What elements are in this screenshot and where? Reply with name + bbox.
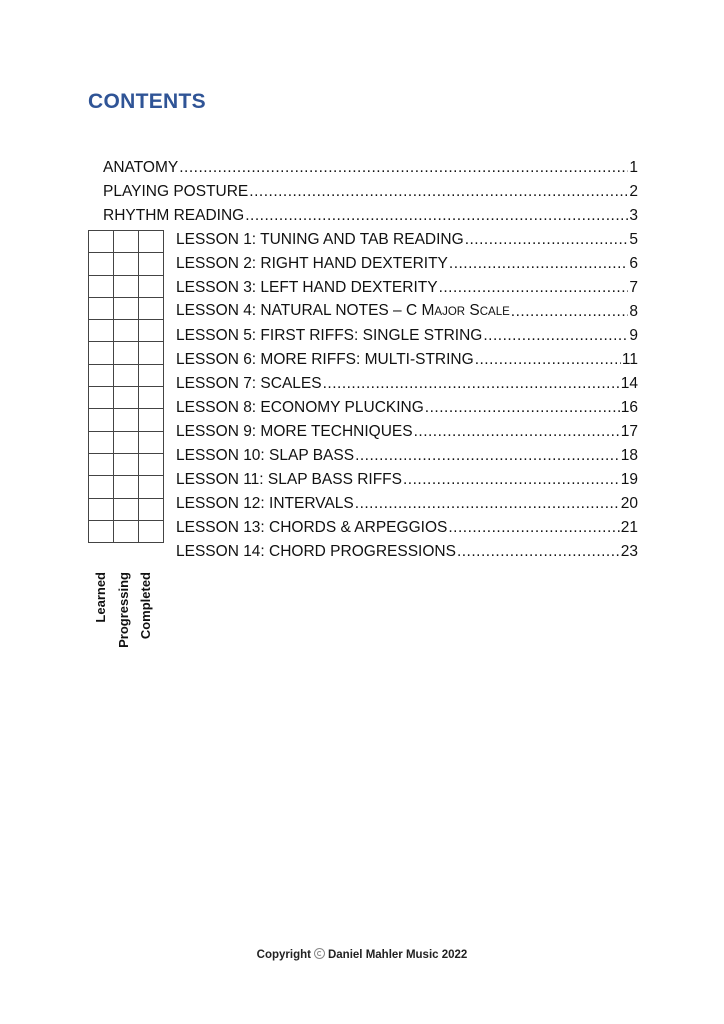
- checkbox-progressing[interactable]: [114, 387, 139, 409]
- toc-leader-dots: [439, 277, 629, 299]
- toc-entry-page: 20: [620, 495, 638, 512]
- tracker-label-completed: Completed: [138, 572, 153, 640]
- toc-entry-title: LESSON 13: CHORDS & ARPEGGIOS: [176, 519, 448, 536]
- checkbox-learned[interactable]: [89, 453, 114, 475]
- toc-entry[interactable]: [103, 181, 638, 203]
- toc-leader-dots: [323, 373, 620, 395]
- toc-entry-title: LESSON 9: MORE TECHNIQUES: [176, 423, 413, 440]
- toc-entry-title: RHYTHM READING: [103, 207, 245, 224]
- toc-entry-title: LESSON 3: LEFT HAND DEXTERITY: [176, 279, 438, 296]
- toc-leader-dots: [355, 493, 620, 515]
- checkbox-completed[interactable]: [139, 364, 164, 386]
- checkbox-learned[interactable]: [89, 387, 114, 409]
- checkbox-completed[interactable]: [139, 498, 164, 520]
- toc-entry-page: 11: [621, 351, 638, 368]
- tracker-row: [89, 498, 164, 520]
- tracker-row: [89, 297, 164, 319]
- toc-lesson-entry[interactable]: [176, 445, 638, 467]
- checkbox-progressing[interactable]: [114, 409, 139, 431]
- checkbox-progressing[interactable]: [114, 231, 139, 253]
- toc-entry-page: 8: [629, 303, 638, 320]
- tracker-row: [89, 387, 164, 409]
- toc-leader-dots: [403, 469, 620, 491]
- toc-leader-dots: [448, 517, 619, 539]
- checkbox-learned[interactable]: [89, 320, 114, 342]
- toc-leader-dots: [425, 397, 620, 419]
- toc-entry-page: 18: [620, 447, 638, 464]
- copyright-icon: [314, 948, 325, 959]
- toc-entry-title: LESSON 7: SCALES: [176, 375, 322, 392]
- toc-entry-title: LESSON 14: CHORD PROGRESSIONS: [176, 543, 456, 560]
- toc-lesson-entry[interactable]: [176, 253, 638, 275]
- checkbox-progressing[interactable]: [114, 253, 139, 275]
- toc-leader-dots: [355, 445, 620, 467]
- toc-entry-title: LESSON 11: SLAP BASS RIFFS: [176, 471, 402, 488]
- checkbox-progressing[interactable]: [114, 364, 139, 386]
- toc-leader-dots: [475, 349, 621, 371]
- toc-title-small-caps: AJOR: [434, 306, 466, 318]
- toc-lesson-entry[interactable]: [176, 325, 638, 347]
- toc-lesson-entry[interactable]: [176, 517, 638, 539]
- toc-entry-page: 7: [629, 279, 638, 296]
- toc-entry-title: LESSON 12: INTERVALS: [176, 495, 354, 512]
- toc-leader-dots: [414, 421, 620, 443]
- checkbox-completed[interactable]: [139, 431, 164, 453]
- checkbox-progressing[interactable]: [114, 498, 139, 520]
- checkbox-learned[interactable]: [89, 253, 114, 275]
- toc-entry-title: PLAYING POSTURE: [103, 183, 249, 200]
- tracker-row: [89, 231, 164, 253]
- checkbox-learned[interactable]: [89, 498, 114, 520]
- tracker-label-learned: Learned: [93, 572, 108, 623]
- toc-lesson-entry[interactable]: [176, 277, 638, 299]
- progress-tracker-grid: [88, 230, 164, 543]
- tracker-row: [89, 520, 164, 542]
- checkbox-completed[interactable]: [139, 453, 164, 475]
- tracker-row: [89, 320, 164, 342]
- checkbox-progressing[interactable]: [114, 297, 139, 319]
- checkbox-learned[interactable]: [89, 275, 114, 297]
- toc-lesson-entry[interactable]: [176, 349, 638, 371]
- checkbox-completed[interactable]: [139, 231, 164, 253]
- toc-entry-page: 1: [629, 159, 638, 176]
- toc-entry-title: LESSON 5: FIRST RIFFS: SINGLE STRING: [176, 327, 483, 344]
- checkbox-completed[interactable]: [139, 476, 164, 498]
- checkbox-learned[interactable]: [89, 409, 114, 431]
- toc-lesson-entry[interactable]: [176, 493, 638, 515]
- toc-entry-title: LESSON 2: RIGHT HAND DEXTERITY: [176, 255, 448, 272]
- tracker-row: [89, 253, 164, 275]
- checkbox-completed[interactable]: [139, 387, 164, 409]
- toc-leader-dots: [245, 205, 628, 227]
- tracker-label-progressing: Progressing: [116, 572, 131, 648]
- page-title: CONTENTS: [88, 90, 206, 113]
- toc-lesson-entry[interactable]: [176, 541, 638, 563]
- toc-entry-title: LESSON 10: SLAP BASS: [176, 447, 355, 464]
- copyright-footer: [0, 948, 724, 961]
- checkbox-progressing[interactable]: [114, 320, 139, 342]
- checkbox-learned[interactable]: [89, 231, 114, 253]
- toc-lesson-entry[interactable]: [176, 229, 638, 251]
- tracker-row: [89, 275, 164, 297]
- checkbox-learned[interactable]: [89, 342, 114, 364]
- tracker-row: [89, 453, 164, 475]
- toc-entry-page: 23: [620, 543, 638, 560]
- checkbox-completed[interactable]: [139, 520, 164, 542]
- toc-entry-title: LESSON 6: MORE RIFFS: MULTI-STRING: [176, 351, 474, 368]
- toc-entry-page: 14: [620, 375, 638, 392]
- toc-lesson-entry[interactable]: [176, 397, 638, 419]
- checkbox-learned[interactable]: [89, 476, 114, 498]
- toc-entry-title: LESSON 8: ECONOMY PLUCKING: [176, 399, 424, 416]
- checkbox-completed[interactable]: [139, 297, 164, 319]
- tracker-row: [89, 342, 164, 364]
- toc-leader-dots: [179, 157, 628, 179]
- toc-leader-dots: [449, 253, 628, 275]
- checkbox-completed[interactable]: [139, 320, 164, 342]
- toc-entry[interactable]: [103, 157, 638, 179]
- toc-entry-page: 2: [629, 183, 638, 200]
- toc-lesson-entry[interactable]: [176, 301, 638, 323]
- toc-entry-title: ANATOMY: [103, 159, 179, 176]
- tracker-row: [89, 409, 164, 431]
- toc-entry-page: 19: [620, 471, 638, 488]
- checkbox-learned[interactable]: [89, 431, 114, 453]
- checkbox-completed[interactable]: [139, 253, 164, 275]
- toc-entry[interactable]: [103, 205, 638, 227]
- toc-title-mid: S: [465, 302, 480, 319]
- toc-title-main: LESSON 4: NATURAL NOTES – C M: [176, 302, 435, 319]
- checkbox-progressing[interactable]: [114, 431, 139, 453]
- checkbox-progressing[interactable]: [114, 476, 139, 498]
- toc-entry-title: [176, 300, 510, 323]
- checkbox-completed[interactable]: [139, 275, 164, 297]
- toc-entry-page: 16: [620, 399, 638, 416]
- checkbox-completed[interactable]: [139, 409, 164, 431]
- toc-entry-page: 6: [629, 255, 638, 272]
- tracker-row: [89, 364, 164, 386]
- checkbox-progressing[interactable]: [114, 453, 139, 475]
- toc-leader-dots: [465, 229, 629, 251]
- checkbox-progressing[interactable]: [114, 275, 139, 297]
- checkbox-learned[interactable]: [89, 297, 114, 319]
- checkbox-progressing[interactable]: [114, 520, 139, 542]
- toc-leader-dots: [249, 181, 628, 203]
- checkbox-progressing[interactable]: [114, 342, 139, 364]
- toc-entry-page: 17: [620, 423, 638, 440]
- toc-leader-dots: [457, 541, 620, 563]
- toc-lesson-entry[interactable]: [176, 421, 638, 443]
- copyright-owner: Daniel Mahler Music 2022: [327, 949, 468, 961]
- toc-lesson-entry[interactable]: [176, 469, 638, 491]
- toc-title-small-caps: CALE: [479, 306, 510, 318]
- checkbox-completed[interactable]: [139, 342, 164, 364]
- toc-entry-page: 9: [629, 327, 638, 344]
- checkbox-learned[interactable]: [89, 520, 114, 542]
- copyright-prefix: Copyright: [256, 949, 311, 961]
- toc-entry-page: 5: [629, 231, 638, 248]
- toc-leader-dots: [483, 325, 628, 347]
- tracker-row: [89, 431, 164, 453]
- toc-entry-title: LESSON 1: TUNING AND TAB READING: [176, 231, 464, 248]
- toc-entry-page: 21: [620, 519, 638, 536]
- toc-leader-dots: [511, 301, 629, 323]
- toc-lesson-entry[interactable]: [176, 373, 638, 395]
- tracker-row: [89, 476, 164, 498]
- toc-entry-page: 3: [629, 207, 638, 224]
- checkbox-learned[interactable]: [89, 364, 114, 386]
